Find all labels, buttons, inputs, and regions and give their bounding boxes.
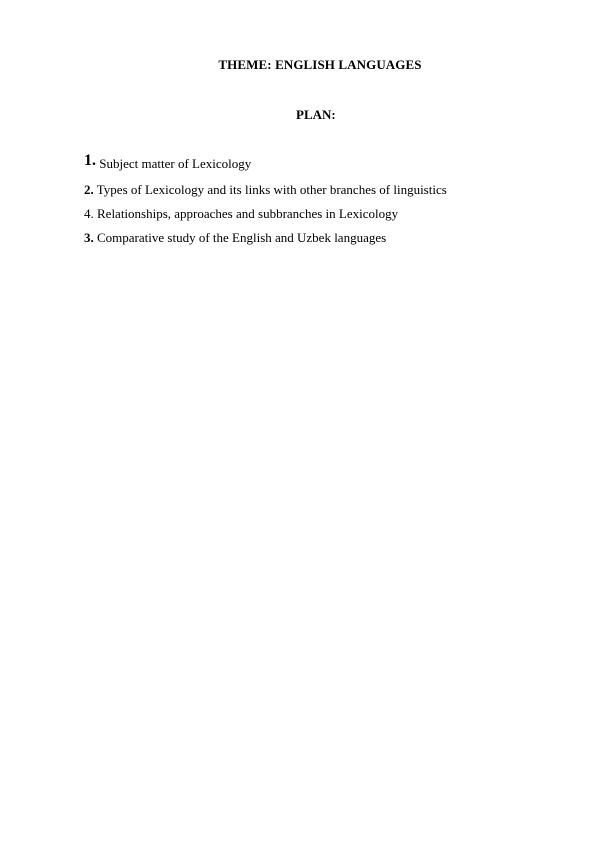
- document-title: THEME: ENGLISH LANGUAGES: [218, 57, 422, 72]
- plan-item: [84, 226, 447, 250]
- plan-item: [84, 150, 447, 178]
- plan-heading: PLAN:: [296, 107, 336, 122]
- plan-item: [84, 202, 447, 226]
- plan-item-text: Subject matter of Lexicology: [99, 156, 252, 171]
- plan-item-text: Types of Lexicology and its links with other branches of linguistics: [96, 182, 447, 197]
- plan-item-text: Comparative study of the English and Uzbek languages: [97, 230, 387, 245]
- plan-item-number: 2.: [84, 182, 94, 197]
- plan-item-number: 4.: [84, 206, 94, 221]
- plan-list: [84, 150, 447, 250]
- plan-item-number: 3.: [84, 230, 94, 245]
- plan-item-number: 1.: [84, 152, 96, 169]
- plan-item: [84, 178, 447, 202]
- plan-item-text: Relationships, approaches and subbranches in Lexicology: [97, 206, 399, 221]
